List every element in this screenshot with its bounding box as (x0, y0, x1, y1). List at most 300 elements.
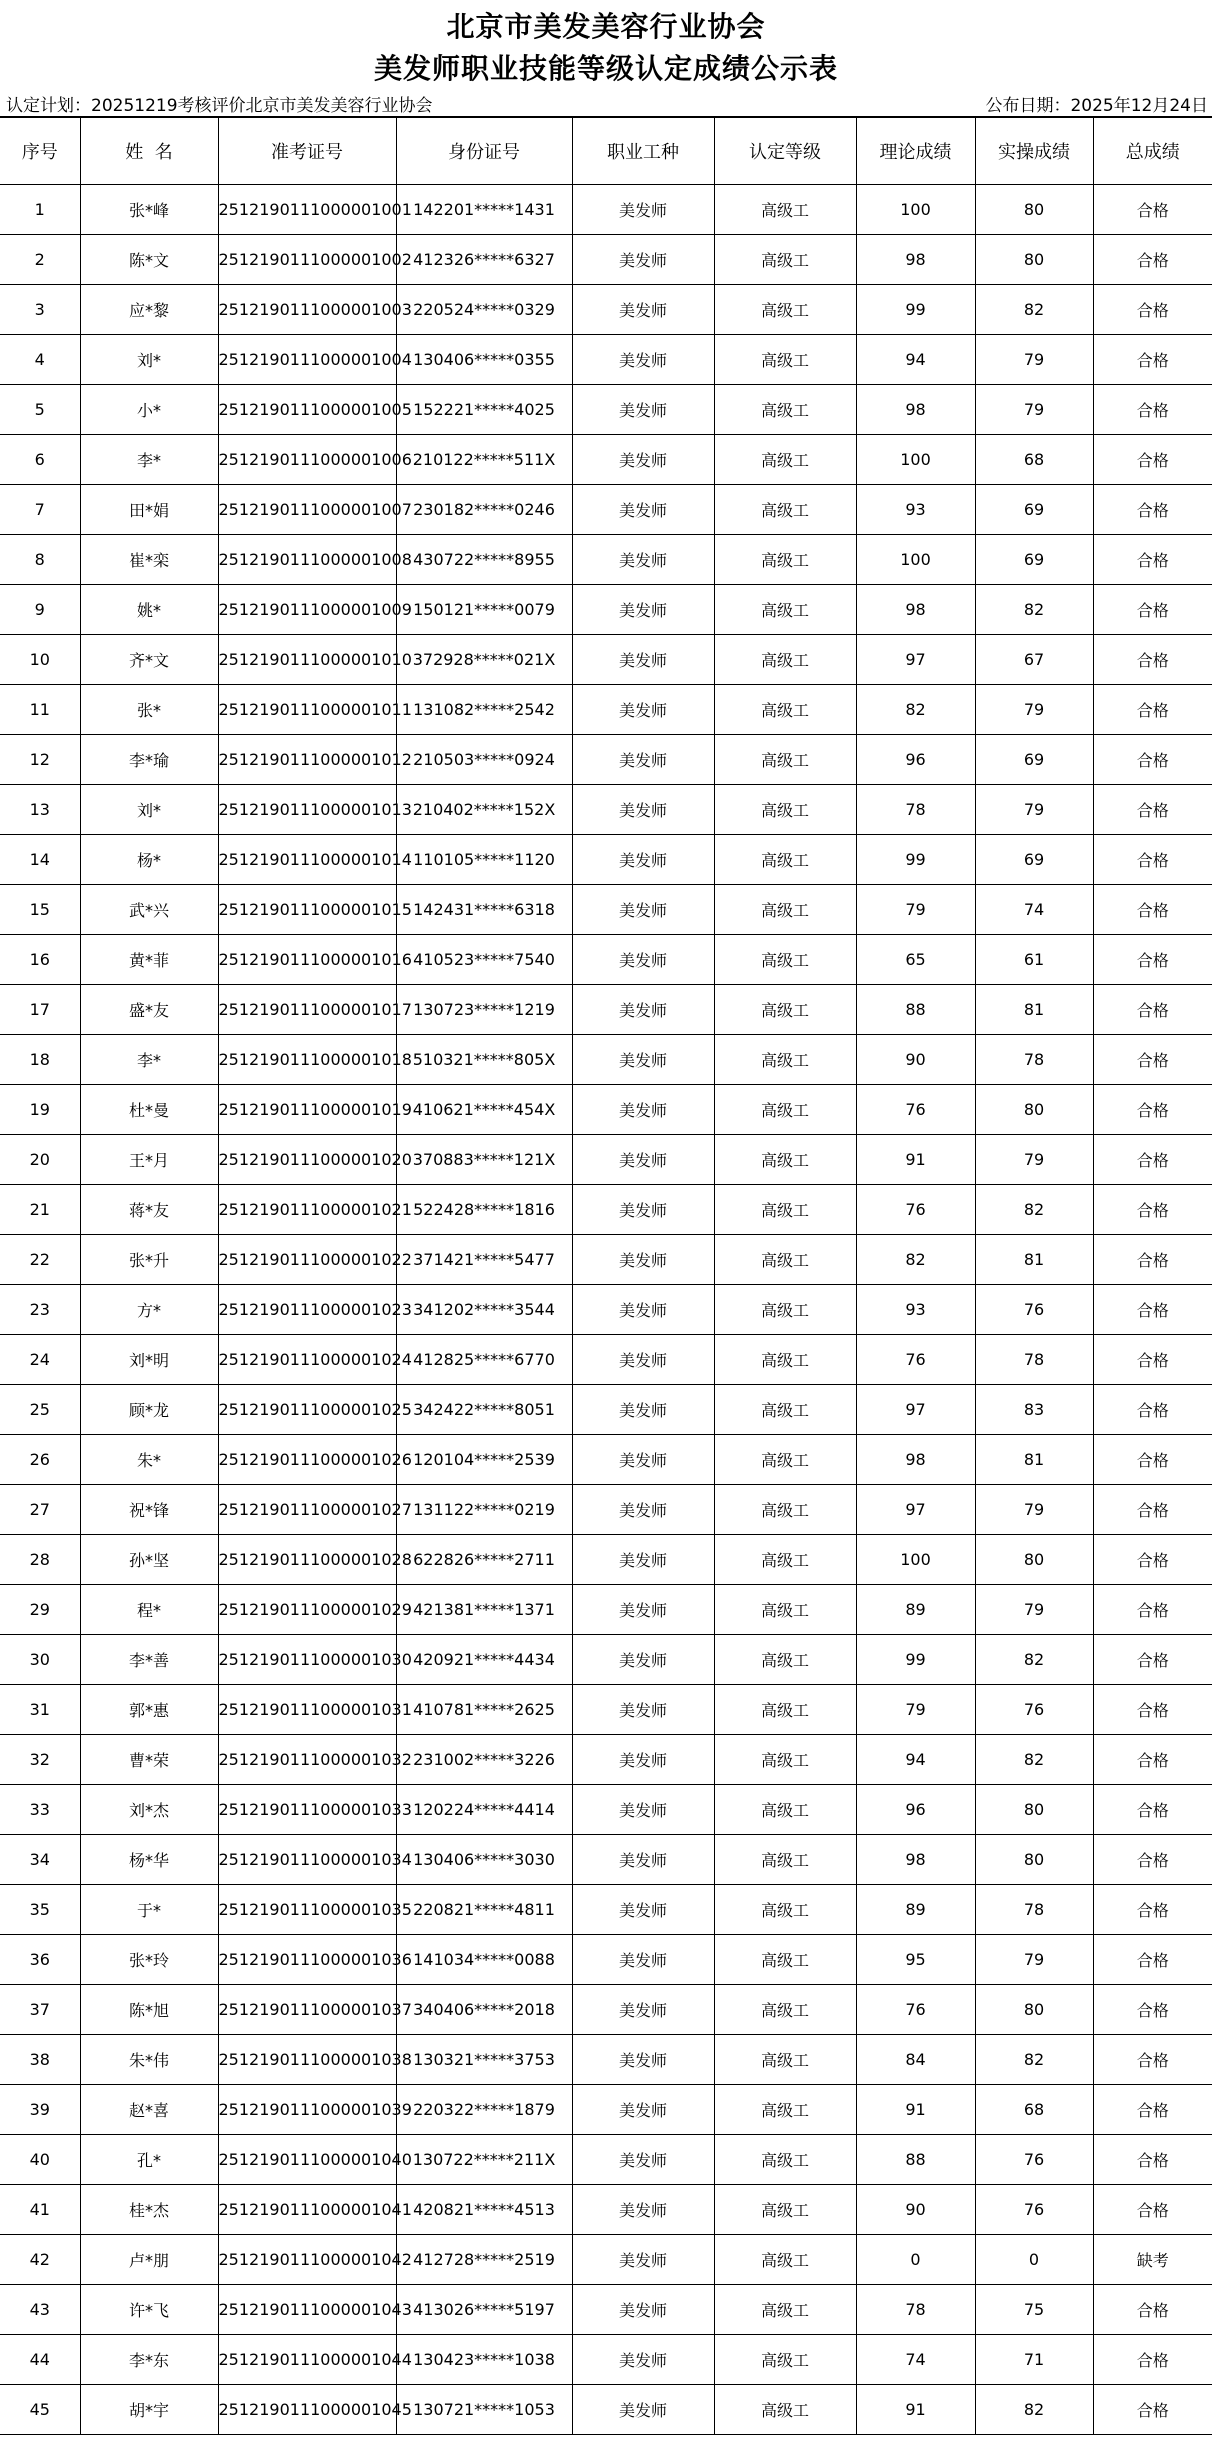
level-cell: 高级工 (714, 1285, 856, 1335)
name-cell: 赵*喜 (80, 2085, 218, 2135)
exam-id-cell: 2512190111000001028 (218, 1535, 396, 1585)
seq-cell: 15 (0, 885, 80, 935)
id-number-cell: 340406*****2018 (396, 1985, 572, 2035)
practical-score-cell: 74 (975, 885, 1093, 935)
total-result-cell: 合格 (1093, 1185, 1212, 1235)
col-header: 总成绩 (1093, 118, 1212, 185)
id-number-cell: 210122*****511X (396, 435, 572, 485)
table-row (0, 1985, 1212, 2035)
theory-score-cell: 88 (856, 2135, 975, 2185)
table-row (0, 635, 1212, 685)
occupation-cell: 美发师 (572, 1685, 714, 1735)
total-result-cell: 合格 (1093, 1135, 1212, 1185)
exam-id-cell: 2512190111000001036 (218, 1935, 396, 1985)
total-result-cell: 合格 (1093, 1335, 1212, 1385)
name-cell: 田*娟 (80, 485, 218, 535)
table-row (0, 1635, 1212, 1685)
id-number-cell: 220524*****0329 (396, 285, 572, 335)
theory-score-cell: 91 (856, 1135, 975, 1185)
seq-cell: 41 (0, 2185, 80, 2235)
occupation-cell: 美发师 (572, 235, 714, 285)
total-result-cell: 合格 (1093, 935, 1212, 985)
id-number-cell: 210402*****152X (396, 785, 572, 835)
table-row (0, 1335, 1212, 1385)
exam-id-cell: 2512190111000001017 (218, 985, 396, 1035)
id-number-cell: 412728*****2519 (396, 2235, 572, 2285)
id-number-cell: 120104*****2539 (396, 1435, 572, 1485)
theory-score-cell: 95 (856, 1935, 975, 1985)
exam-id-cell: 2512190111000001034 (218, 1835, 396, 1885)
table-row (0, 735, 1212, 785)
occupation-cell: 美发师 (572, 1935, 714, 1985)
practical-score-cell: 67 (975, 635, 1093, 685)
exam-id-cell: 2512190111000001026 (218, 1435, 396, 1485)
theory-score-cell: 79 (856, 885, 975, 935)
seq-cell: 16 (0, 935, 80, 985)
occupation-cell: 美发师 (572, 2385, 714, 2435)
seq-cell: 31 (0, 1685, 80, 1735)
practical-score-cell: 82 (975, 2385, 1093, 2435)
theory-score-cell: 100 (856, 1535, 975, 1585)
practical-score-cell: 80 (975, 1785, 1093, 1835)
seq-cell: 28 (0, 1535, 80, 1585)
name-cell: 王*月 (80, 1135, 218, 1185)
occupation-cell: 美发师 (572, 835, 714, 885)
theory-score-cell: 0 (856, 2235, 975, 2285)
total-result-cell: 合格 (1093, 835, 1212, 885)
level-cell: 高级工 (714, 2035, 856, 2085)
total-result-cell: 合格 (1093, 635, 1212, 685)
table-row (0, 1085, 1212, 1135)
seq-cell: 42 (0, 2235, 80, 2285)
theory-score-cell: 94 (856, 335, 975, 385)
table-row (0, 535, 1212, 585)
level-cell: 高级工 (714, 685, 856, 735)
practical-score-cell: 75 (975, 2285, 1093, 2335)
theory-score-cell: 89 (856, 1585, 975, 1635)
theory-score-cell: 84 (856, 2035, 975, 2085)
seq-cell: 7 (0, 485, 80, 535)
table-row (0, 1785, 1212, 1835)
exam-id-cell: 2512190111000001008 (218, 535, 396, 585)
id-number-cell: 410621*****454X (396, 1085, 572, 1135)
practical-score-cell: 68 (975, 435, 1093, 485)
name-cell: 卢*朋 (80, 2235, 218, 2285)
practical-score-cell: 82 (975, 285, 1093, 335)
theory-score-cell: 97 (856, 1385, 975, 1435)
theory-score-cell: 98 (856, 1835, 975, 1885)
name-cell: 李*善 (80, 1635, 218, 1685)
level-cell: 高级工 (714, 1485, 856, 1535)
name-cell: 黄*菲 (80, 935, 218, 985)
table-row (0, 1285, 1212, 1335)
results-table (0, 117, 1212, 2435)
table-row (0, 2285, 1212, 2335)
occupation-cell: 美发师 (572, 685, 714, 735)
practical-score-cell: 83 (975, 1385, 1093, 1435)
id-number-cell: 412326*****6327 (396, 235, 572, 285)
exam-id-cell: 2512190111000001019 (218, 1085, 396, 1135)
practical-score-cell: 78 (975, 1035, 1093, 1085)
col-header: 序号 (0, 118, 80, 185)
seq-cell: 33 (0, 1785, 80, 1835)
theory-score-cell: 97 (856, 1485, 975, 1535)
occupation-cell: 美发师 (572, 385, 714, 435)
id-number-cell: 410523*****7540 (396, 935, 572, 985)
theory-score-cell: 76 (856, 1085, 975, 1135)
total-result-cell: 合格 (1093, 1935, 1212, 1985)
name-cell: 胡*宇 (80, 2385, 218, 2435)
theory-score-cell: 99 (856, 1635, 975, 1685)
practical-score-cell: 79 (975, 785, 1093, 835)
total-result-cell: 合格 (1093, 1735, 1212, 1785)
table-row (0, 2035, 1212, 2085)
header-row (0, 118, 1212, 185)
name-cell: 许*飞 (80, 2285, 218, 2335)
total-result-cell: 合格 (1093, 2185, 1212, 2235)
table-row (0, 885, 1212, 935)
occupation-cell: 美发师 (572, 1585, 714, 1635)
plan-text: 认定计划：20251219考核评价北京市美发美容行业协会 (6, 95, 433, 116)
exam-id-cell: 2512190111000001004 (218, 335, 396, 385)
id-number-cell: 130423*****1038 (396, 2335, 572, 2385)
level-cell: 高级工 (714, 435, 856, 485)
level-cell: 高级工 (714, 1735, 856, 1785)
total-result-cell: 合格 (1093, 2135, 1212, 2185)
practical-score-cell: 79 (975, 335, 1093, 385)
practical-score-cell: 82 (975, 2035, 1093, 2085)
seq-cell: 43 (0, 2285, 80, 2335)
name-cell: 小* (80, 385, 218, 435)
occupation-cell: 美发师 (572, 1535, 714, 1585)
id-number-cell: 130722*****211X (396, 2135, 572, 2185)
theory-score-cell: 96 (856, 1785, 975, 1835)
total-result-cell: 合格 (1093, 1385, 1212, 1435)
name-cell: 齐*文 (80, 635, 218, 685)
total-result-cell: 合格 (1093, 185, 1212, 235)
id-number-cell: 342422*****8051 (396, 1385, 572, 1435)
name-cell: 李*东 (80, 2335, 218, 2385)
exam-id-cell: 2512190111000001044 (218, 2335, 396, 2385)
id-number-cell: 230182*****0246 (396, 485, 572, 535)
practical-score-cell: 80 (975, 1085, 1093, 1135)
seq-cell: 5 (0, 385, 80, 435)
theory-score-cell: 100 (856, 435, 975, 485)
id-number-cell: 130321*****3753 (396, 2035, 572, 2085)
id-number-cell: 150121*****0079 (396, 585, 572, 635)
level-cell: 高级工 (714, 1885, 856, 1935)
name-cell: 顾*龙 (80, 1385, 218, 1435)
name-cell: 刘*明 (80, 1335, 218, 1385)
seq-cell: 35 (0, 1885, 80, 1935)
seq-cell: 6 (0, 435, 80, 485)
level-cell: 高级工 (714, 635, 856, 685)
total-result-cell: 合格 (1093, 1835, 1212, 1885)
occupation-cell: 美发师 (572, 1885, 714, 1935)
occupation-cell: 美发师 (572, 1485, 714, 1535)
exam-id-cell: 2512190111000001039 (218, 2085, 396, 2135)
seq-cell: 8 (0, 535, 80, 585)
occupation-cell: 美发师 (572, 2085, 714, 2135)
seq-cell: 22 (0, 1235, 80, 1285)
exam-id-cell: 2512190111000001040 (218, 2135, 396, 2185)
exam-id-cell: 2512190111000001030 (218, 1635, 396, 1685)
total-result-cell: 合格 (1093, 485, 1212, 535)
occupation-cell: 美发师 (572, 1735, 714, 1785)
seq-cell: 34 (0, 1835, 80, 1885)
exam-id-cell: 2512190111000001018 (218, 1035, 396, 1085)
practical-score-cell: 79 (975, 1935, 1093, 1985)
table-row (0, 985, 1212, 1035)
seq-cell: 36 (0, 1935, 80, 1985)
id-number-cell: 220821*****4811 (396, 1885, 572, 1935)
level-cell: 高级工 (714, 2085, 856, 2135)
col-header: 认定等级 (714, 118, 856, 185)
occupation-cell: 美发师 (572, 1285, 714, 1335)
id-number-cell: 131122*****0219 (396, 1485, 572, 1535)
total-result-cell: 合格 (1093, 1785, 1212, 1835)
practical-score-cell: 80 (975, 1535, 1093, 1585)
level-cell: 高级工 (714, 1635, 856, 1685)
id-number-cell: 410781*****2625 (396, 1685, 572, 1735)
seq-cell: 11 (0, 685, 80, 735)
id-number-cell: 210503*****0924 (396, 735, 572, 785)
table-row (0, 1935, 1212, 1985)
exam-id-cell: 2512190111000001037 (218, 1985, 396, 2035)
exam-id-cell: 2512190111000001007 (218, 485, 396, 535)
table-row (0, 1035, 1212, 1085)
seq-cell: 24 (0, 1335, 80, 1385)
theory-score-cell: 65 (856, 935, 975, 985)
name-cell: 朱* (80, 1435, 218, 1485)
id-number-cell: 341202*****3544 (396, 1285, 572, 1335)
col-header: 身份证号 (396, 118, 572, 185)
occupation-cell: 美发师 (572, 2135, 714, 2185)
exam-id-cell: 2512190111000001016 (218, 935, 396, 985)
table-row (0, 285, 1212, 335)
table-row (0, 1885, 1212, 1935)
practical-score-cell: 71 (975, 2335, 1093, 2385)
practical-score-cell: 78 (975, 1885, 1093, 1935)
theory-score-cell: 98 (856, 585, 975, 635)
id-number-cell: 130721*****1053 (396, 2385, 572, 2435)
level-cell: 高级工 (714, 1685, 856, 1735)
document-subtitle: 美发师职业技能等级认定成绩公示表 (373, 52, 838, 85)
occupation-cell: 美发师 (572, 2335, 714, 2385)
level-cell: 高级工 (714, 1335, 856, 1385)
seq-cell: 19 (0, 1085, 80, 1135)
table-row (0, 1535, 1212, 1585)
theory-score-cell: 76 (856, 1335, 975, 1385)
occupation-cell: 美发师 (572, 1785, 714, 1835)
name-cell: 张*峰 (80, 185, 218, 235)
occupation-cell: 美发师 (572, 985, 714, 1035)
table-row (0, 2235, 1212, 2285)
occupation-cell: 美发师 (572, 635, 714, 685)
practical-score-cell: 80 (975, 1985, 1093, 2035)
table-row (0, 2085, 1212, 2135)
seq-cell: 21 (0, 1185, 80, 1235)
theory-score-cell: 78 (856, 2285, 975, 2335)
practical-score-cell: 69 (975, 735, 1093, 785)
theory-score-cell: 90 (856, 2185, 975, 2235)
exam-id-cell: 2512190111000001035 (218, 1885, 396, 1935)
theory-score-cell: 76 (856, 1185, 975, 1235)
theory-score-cell: 89 (856, 1885, 975, 1935)
exam-id-cell: 2512190111000001024 (218, 1335, 396, 1385)
practical-score-cell: 76 (975, 2185, 1093, 2235)
level-cell: 高级工 (714, 1535, 856, 1585)
occupation-cell: 美发师 (572, 2185, 714, 2235)
id-number-cell: 130406*****0355 (396, 335, 572, 385)
table-row (0, 1835, 1212, 1885)
theory-score-cell: 94 (856, 1735, 975, 1785)
id-number-cell: 413026*****5197 (396, 2285, 572, 2335)
total-result-cell: 合格 (1093, 2385, 1212, 2435)
seq-cell: 10 (0, 635, 80, 685)
occupation-cell: 美发师 (572, 435, 714, 485)
occupation-cell: 美发师 (572, 1135, 714, 1185)
theory-score-cell: 90 (856, 1035, 975, 1085)
table-row (0, 1485, 1212, 1535)
level-cell: 高级工 (714, 585, 856, 635)
total-result-cell: 合格 (1093, 585, 1212, 635)
id-number-cell: 510321*****805X (396, 1035, 572, 1085)
seq-cell: 12 (0, 735, 80, 785)
exam-id-cell: 2512190111000001006 (218, 435, 396, 485)
occupation-cell: 美发师 (572, 785, 714, 835)
practical-score-cell: 79 (975, 1585, 1093, 1635)
exam-id-cell: 2512190111000001001 (218, 185, 396, 235)
occupation-cell: 美发师 (572, 1385, 714, 1435)
col-header: 实操成绩 (975, 118, 1093, 185)
total-result-cell: 缺考 (1093, 2235, 1212, 2285)
level-cell: 高级工 (714, 485, 856, 535)
table-row (0, 835, 1212, 885)
practical-score-cell: 76 (975, 1285, 1093, 1335)
table-row (0, 935, 1212, 985)
exam-id-cell: 2512190111000001009 (218, 585, 396, 635)
table-row (0, 785, 1212, 835)
level-cell: 高级工 (714, 835, 856, 885)
theory-score-cell: 93 (856, 1285, 975, 1335)
occupation-cell: 美发师 (572, 1635, 714, 1685)
seq-cell: 25 (0, 1385, 80, 1435)
practical-score-cell: 82 (975, 1735, 1093, 1785)
publish-date: 公布日期：2025年12月24日 (985, 95, 1208, 116)
practical-score-cell: 79 (975, 1485, 1093, 1535)
table-row (0, 335, 1212, 385)
level-cell: 高级工 (714, 2185, 856, 2235)
exam-id-cell: 2512190111000001005 (218, 385, 396, 435)
table-row (0, 1235, 1212, 1285)
theory-score-cell: 82 (856, 685, 975, 735)
level-cell: 高级工 (714, 2235, 856, 2285)
name-cell: 刘* (80, 785, 218, 835)
total-result-cell: 合格 (1093, 2285, 1212, 2335)
name-cell: 张* (80, 685, 218, 735)
level-cell: 高级工 (714, 385, 856, 435)
total-result-cell: 合格 (1093, 1285, 1212, 1335)
seq-cell: 39 (0, 2085, 80, 2135)
col-header: 职业工种 (572, 118, 714, 185)
occupation-cell: 美发师 (572, 1035, 714, 1085)
table-row (0, 1435, 1212, 1485)
level-cell: 高级工 (714, 335, 856, 385)
practical-score-cell: 82 (975, 1635, 1093, 1685)
total-result-cell: 合格 (1093, 285, 1212, 335)
seq-cell: 13 (0, 785, 80, 835)
theory-score-cell: 98 (856, 235, 975, 285)
name-cell: 武*兴 (80, 885, 218, 935)
total-result-cell: 合格 (1093, 1685, 1212, 1735)
name-cell: 盛*友 (80, 985, 218, 1035)
level-cell: 高级工 (714, 2135, 856, 2185)
table-row (0, 1385, 1212, 1435)
exam-id-cell: 2512190111000001045 (218, 2385, 396, 2435)
seq-cell: 17 (0, 985, 80, 1035)
total-result-cell: 合格 (1093, 1085, 1212, 1135)
seq-cell: 14 (0, 835, 80, 885)
occupation-cell: 美发师 (572, 885, 714, 935)
table-row (0, 2135, 1212, 2185)
id-number-cell: 430722*****8955 (396, 535, 572, 585)
level-cell: 高级工 (714, 2385, 856, 2435)
level-cell: 高级工 (714, 1185, 856, 1235)
seq-cell: 37 (0, 1985, 80, 2035)
table-row (0, 435, 1212, 485)
level-cell: 高级工 (714, 1835, 856, 1885)
level-cell: 高级工 (714, 535, 856, 585)
seq-cell: 3 (0, 285, 80, 335)
exam-id-cell: 2512190111000001022 (218, 1235, 396, 1285)
practical-score-cell: 76 (975, 1685, 1093, 1735)
theory-score-cell: 79 (856, 1685, 975, 1735)
exam-id-cell: 2512190111000001033 (218, 1785, 396, 1835)
exam-id-cell: 2512190111000001027 (218, 1485, 396, 1535)
exam-id-cell: 2512190111000001029 (218, 1585, 396, 1635)
total-result-cell: 合格 (1093, 1985, 1212, 2035)
name-cell: 应*黎 (80, 285, 218, 335)
exam-id-cell: 2512190111000001011 (218, 685, 396, 735)
seq-cell: 32 (0, 1735, 80, 1785)
exam-id-cell: 2512190111000001021 (218, 1185, 396, 1235)
practical-score-cell: 69 (975, 485, 1093, 535)
seq-cell: 29 (0, 1585, 80, 1635)
theory-score-cell: 100 (856, 185, 975, 235)
name-cell: 程* (80, 1585, 218, 1635)
table-row (0, 2385, 1212, 2435)
total-result-cell: 合格 (1093, 2085, 1212, 2135)
seq-cell: 38 (0, 2035, 80, 2085)
col-header: 姓 名 (80, 118, 218, 185)
name-cell: 李* (80, 435, 218, 485)
occupation-cell: 美发师 (572, 535, 714, 585)
seq-cell: 9 (0, 585, 80, 635)
table-row (0, 1135, 1212, 1185)
name-cell: 李* (80, 1035, 218, 1085)
seq-cell: 27 (0, 1485, 80, 1535)
level-cell: 高级工 (714, 985, 856, 1035)
level-cell: 高级工 (714, 1785, 856, 1835)
practical-score-cell: 82 (975, 1185, 1093, 1235)
id-number-cell: 370883*****121X (396, 1135, 572, 1185)
practical-score-cell: 68 (975, 2085, 1093, 2135)
id-number-cell: 120224*****4414 (396, 1785, 572, 1835)
seq-cell: 2 (0, 235, 80, 285)
id-number-cell: 622826*****2711 (396, 1535, 572, 1585)
id-number-cell: 371421*****5477 (396, 1235, 572, 1285)
